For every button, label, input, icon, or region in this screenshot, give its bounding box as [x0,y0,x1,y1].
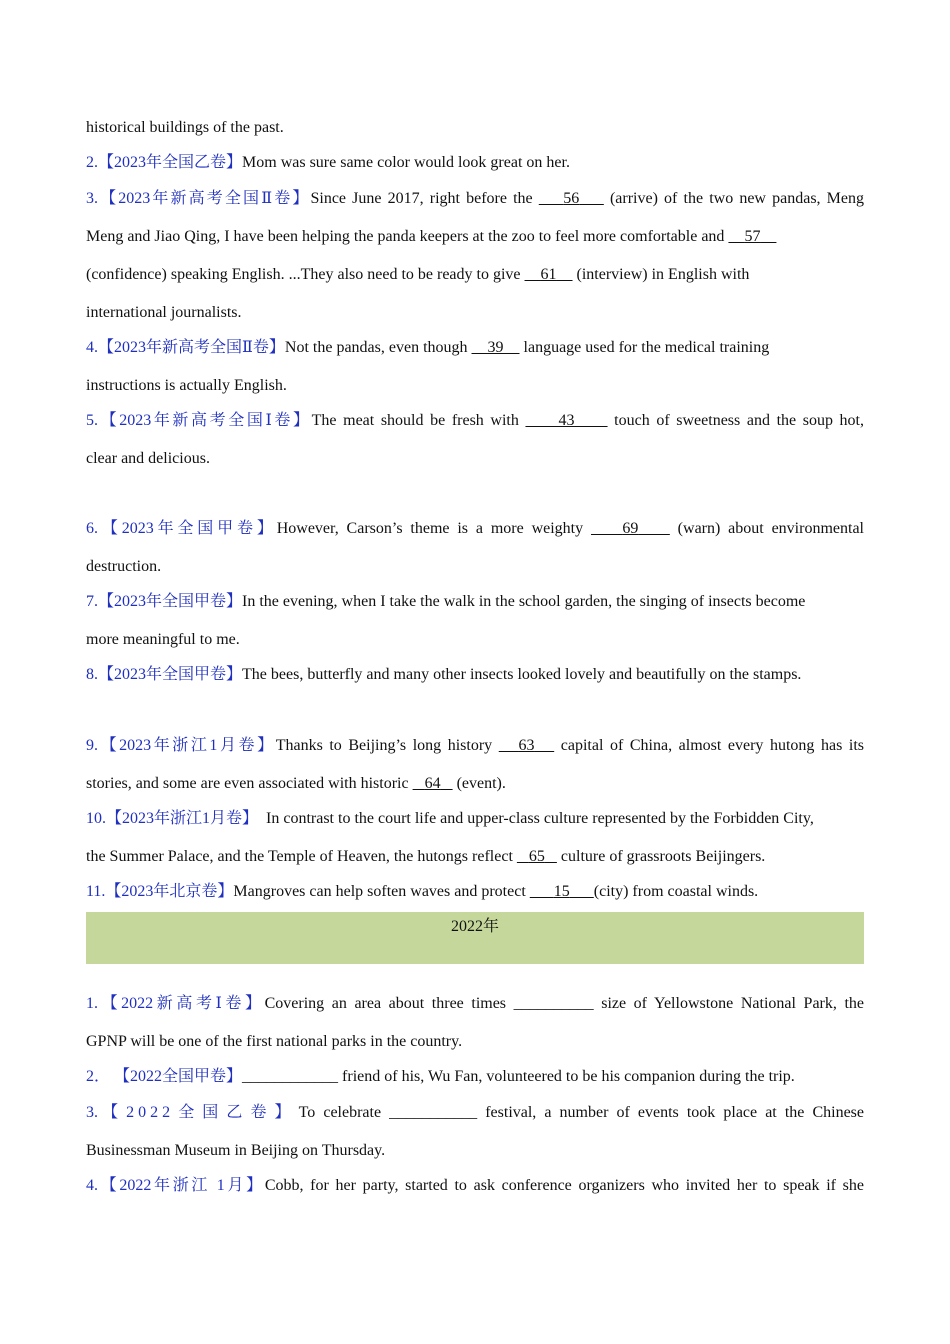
question-text: Not the pandas, even though [284,339,472,356]
question-2022-3-line2: Businessman Museum in Beijing on Thursday. [86,1142,386,1159]
answer-blank: 64 [424,775,441,792]
answer-blank: ___________ [389,1104,478,1121]
question-source: 【2023年全国甲卷】 [98,593,243,610]
question-text: (confidence) speaking English. ...They also need to be ready to give [86,266,525,283]
question-text: festival, a number of events took place at the Chinese [477,1104,864,1121]
question-number: 5. [86,412,98,429]
question-text: (event). [452,775,506,792]
question-number: 4. [86,1177,98,1194]
question-text: The meat should be fresh with [311,412,526,429]
question-2023-7-line2: more meaningful to me. [86,631,240,648]
question-number: 6. [86,520,98,537]
question-source: 【2022全国乙卷】 [98,1104,299,1121]
question-text: (warn) about environmental [669,520,864,537]
question-number: 3. [86,190,98,207]
question-2022-1 [86,994,864,1014]
question-text: Cobb, for her party, started to ask conference organizers who invited her to speak if she [264,1177,864,1194]
question-source: 【2022年浙江 1月】 [98,1177,265,1194]
question-text: (interview) in English with [572,266,750,283]
question-2023-8 [86,665,864,685]
answer-blank: 63 [518,737,535,754]
question-source: 【2023年全国甲卷】 [98,520,277,537]
question-source: 【2023年新高考全国Ⅱ卷】 [98,190,311,207]
answer-blank: __________ [513,995,594,1012]
question-source: 【2023年全国乙卷】 [98,154,243,171]
answer-blank: 15 [553,883,570,900]
question-text: Mom was sure same color would look great on her. [242,154,570,171]
question-2023-3-line3 [86,265,864,285]
question-2023-5-line2: clear and delicious. [86,450,210,467]
intro-tail: historical buildings of the past. [86,119,284,136]
answer-blank: 69 [622,520,639,537]
question-source: 【2023年新高考全国Ⅱ卷】 [98,339,285,356]
answer-blank: 57 [744,228,761,245]
question-text: the Summer Palace, and the Temple of Heaven, the hutongs reflect [86,848,517,865]
question-text: Thanks to Beijing’s long history [275,737,499,754]
answer-blank: 65 [528,848,545,865]
section-heading-2022: 2022年 [86,912,864,964]
answer-blank: 43 [558,412,575,429]
question-text: (city) from coastal winds. [593,883,759,900]
question-text: Since June 2017, right before the [310,190,539,207]
question-2023-6-line2: destruction. [86,558,162,575]
question-2023-5 [86,411,864,431]
question-2023-4 [86,338,864,358]
question-2023-3 [86,189,864,209]
question-2023-10 [86,809,864,829]
answer-blank: 56 [563,190,580,207]
question-text: To celebrate [298,1104,390,1121]
question-text: However, Carson’s theme is a more weighty [276,520,591,537]
question-source: 【2023年北京卷】 [105,883,234,900]
question-text: touch of sweetness and the soup hot, [607,412,865,429]
question-2022-1-line2: GPNP will be one of the first national parks in the country. [86,1033,463,1050]
question-number: 3. [86,1104,98,1121]
question-source: 【2023年浙江1月卷】 [106,810,259,827]
question-2023-6 [86,519,864,539]
question-2023-9 [86,736,864,756]
question-text: friend of his, Wu Fan, volunteered to be his companion during the trip. [338,1068,795,1085]
question-source: 【2023年浙江1月卷】 [98,737,276,754]
question-text: capital of China, almost every hutong has its [554,737,865,754]
question-number: 2. [86,154,98,171]
question-number: 10. [86,810,106,827]
question-source: 【2023年新高考全国Ⅰ卷】 [98,412,312,429]
question-2023-11 [86,882,864,902]
question-text: stories, and some are even associated with historic [86,775,413,792]
question-number: 11. [86,883,106,900]
question-2023-3-line2 [86,227,864,247]
question-source: 【2022全国甲卷】 [114,1068,243,1085]
question-number: 7. [86,593,98,610]
question-2023-7 [86,592,864,612]
question-text: culture of grassroots Beijingers. [556,848,766,865]
question-source: 【2023年全国甲卷】 [98,666,243,683]
question-2022-4 [86,1176,864,1196]
question-text: (arrive) of the two new pandas, Meng [603,190,865,207]
question-text: size of Yellowstone National Park, the [593,995,865,1012]
question-2023-10-line2 [86,847,864,867]
question-2023-4-line2: instructions is actually English. [86,377,287,394]
question-2023-3-line4: international journalists. [86,304,242,321]
question-number: 9. [86,737,98,754]
question-number: 1. [86,995,98,1012]
question-text: In the evening, when I take the walk in the school garden, the singing of insects become [242,593,806,610]
question-source: 【2022新高考Ⅰ卷】 [98,995,265,1012]
question-text: Meng and Jiao Qing, I have been helping the panda keepers at the zoo to feel more comfortable and [86,228,729,245]
question-number: 4. [86,339,98,356]
question-2022-3 [86,1103,864,1123]
question-text: In contrast to the court life and upper-class culture represented by the Forbidden City, [266,810,814,827]
answer-blank: ____________ [242,1068,339,1085]
question-text: language used for the medical training [519,339,770,356]
question-number: 8. [86,666,98,683]
question-text: Covering an area about three times [264,995,514,1012]
answer-blank: 39 [487,339,504,356]
question-2022-2 [86,1067,864,1087]
question-number: 2． [86,1068,111,1085]
question-2023-2 [86,153,864,173]
question-text: The bees, butterfly and many other insects looked lovely and beautifully on the stamps. [242,666,802,683]
question-text: Mangroves can help soften waves and protect [233,883,530,900]
question-2023-9-line2 [86,774,864,794]
answer-blank: 61 [540,266,557,283]
